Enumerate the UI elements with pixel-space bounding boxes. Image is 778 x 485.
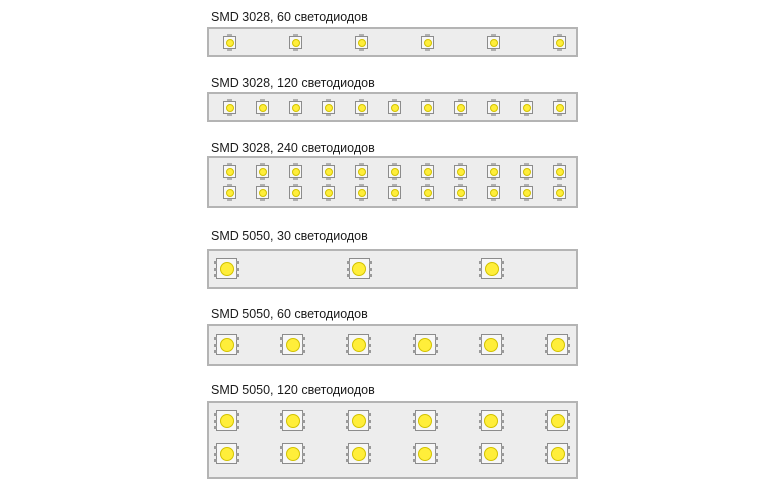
led-emitter [358,189,366,197]
led-emitter [457,168,465,176]
led-contact-pad [567,413,570,416]
strip-label-5050-60: SMD 5050, 60 светодиодов [211,307,368,321]
led-contact-pad [413,413,416,416]
led-contact-pad [302,337,305,340]
led-strip-5050-30 [207,249,578,289]
led-emitter [259,168,267,176]
led-emitter [556,39,564,47]
led-contact-pad [236,420,239,423]
led-3028-row2-7 [421,186,434,199]
led-5050-row2-5 [481,443,502,464]
led-3028-row1-7 [421,165,434,178]
led-5050-row1-3 [348,410,369,431]
led-contact-pad [567,344,570,347]
led-contact-pad [545,337,548,340]
led-contact-pad [501,350,504,353]
led-3028-row2-10 [520,186,533,199]
led-emitter [418,447,432,461]
led-contact-pad [545,350,548,353]
led-contact-pad [368,350,371,353]
led-3028-row1-3 [289,165,302,178]
led-emitter [490,168,498,176]
led-contact-pad [413,420,416,423]
led-contact-pad [413,426,416,429]
led-3028-row1-5 [355,165,368,178]
led-emitter [226,39,234,47]
led-contact-pad [214,261,217,264]
led-contact-pad [567,426,570,429]
led-emitter [325,189,333,197]
led-contact-pad [479,350,482,353]
led-3028-row2-5 [355,186,368,199]
led-emitter [226,104,234,112]
led-3028-row1-3 [289,101,302,114]
led-contact-pad [413,446,416,449]
led-5050-row1-4 [415,410,436,431]
led-emitter [424,189,432,197]
led-5050-row1-1 [216,334,237,355]
led-3028-row2-2 [256,186,269,199]
led-contact-pad [501,413,504,416]
led-contact-pad [368,420,371,423]
led-contact-pad [479,426,482,429]
strip-label-3028-240: SMD 3028, 240 светодиодов [211,141,375,155]
led-contact-pad [501,274,504,277]
led-emitter [490,104,498,112]
led-contact-pad [347,274,350,277]
led-emitter [457,104,465,112]
led-3028-row2-4 [322,186,335,199]
strip-label-3028-120: SMD 3028, 120 светодиодов [211,76,375,90]
led-contact-pad [236,274,239,277]
led-contact-pad [214,459,217,462]
led-contact-pad [435,350,438,353]
led-3028-row1-4 [421,36,434,49]
led-3028-row1-2 [289,36,302,49]
led-3028-row1-4 [322,101,335,114]
led-contact-pad [236,350,239,353]
led-contact-pad [280,350,283,353]
led-contact-pad [280,426,283,429]
led-3028-row2-8 [454,186,467,199]
led-strip-3028-240 [207,156,578,208]
led-contact-pad [567,459,570,462]
led-contact-pad [214,344,217,347]
led-3028-row1-8 [454,165,467,178]
led-3028-row1-10 [520,165,533,178]
led-3028-row1-6 [388,101,401,114]
led-contact-pad [214,426,217,429]
led-contact-pad [346,453,349,456]
led-contact-pad [545,453,548,456]
led-contact-pad [347,261,350,264]
led-5050-row1-6 [547,410,568,431]
led-contact-pad [413,337,416,340]
led-emitter [220,447,234,461]
led-contact-pad [435,413,438,416]
led-emitter [556,168,564,176]
led-5050-row1-2 [349,258,370,279]
led-3028-row1-9 [487,165,500,178]
led-contact-pad [346,350,349,353]
led-emitter [352,414,366,428]
led-contact-pad [302,420,305,423]
led-contact-pad [369,268,372,271]
led-contact-pad [501,268,504,271]
led-contact-pad [567,446,570,449]
led-contact-pad [567,350,570,353]
led-5050-row2-1 [216,443,237,464]
led-contact-pad [567,453,570,456]
led-contact-pad [501,426,504,429]
led-contact-pad [214,268,217,271]
led-3028-row2-3 [289,186,302,199]
led-contact-pad [501,344,504,347]
led-contact-pad [214,350,217,353]
led-5050-row2-3 [348,443,369,464]
led-contact-pad [346,413,349,416]
led-strip-5050-60 [207,324,578,366]
led-3028-row1-1 [223,165,236,178]
led-5050-row1-2 [282,334,303,355]
led-emitter [391,104,399,112]
led-contact-pad [545,420,548,423]
led-contact-pad [214,274,217,277]
led-contact-pad [236,344,239,347]
led-contact-pad [435,426,438,429]
led-contact-pad [435,453,438,456]
led-contact-pad [479,453,482,456]
led-3028-row1-3 [355,36,368,49]
led-contact-pad [302,413,305,416]
led-contact-pad [236,413,239,416]
led-contact-pad [236,337,239,340]
led-emitter [551,338,565,352]
led-contact-pad [346,337,349,340]
led-emitter [484,414,498,428]
led-5050-row1-5 [481,334,502,355]
led-contact-pad [479,344,482,347]
led-contact-pad [545,413,548,416]
led-contact-pad [346,459,349,462]
led-emitter [259,104,267,112]
led-contact-pad [479,413,482,416]
led-contact-pad [369,274,372,277]
led-contact-pad [479,268,482,271]
led-contact-pad [501,446,504,449]
led-contact-pad [545,459,548,462]
led-contact-pad [501,337,504,340]
led-contact-pad [280,420,283,423]
led-emitter [551,414,565,428]
led-emitter [220,414,234,428]
led-3028-row1-5 [487,36,500,49]
led-emitter [325,104,333,112]
led-emitter [424,104,432,112]
led-contact-pad [479,337,482,340]
led-contact-pad [302,459,305,462]
led-emitter [358,104,366,112]
led-contact-pad [214,446,217,449]
led-3028-row1-1 [223,101,236,114]
led-emitter [220,338,234,352]
led-emitter [457,189,465,197]
led-contact-pad [280,337,283,340]
led-contact-pad [545,344,548,347]
led-contact-pad [435,459,438,462]
led-3028-row1-7 [421,101,434,114]
led-contact-pad [435,446,438,449]
led-3028-row1-1 [223,36,236,49]
led-contact-pad [368,413,371,416]
led-contact-pad [479,274,482,277]
led-emitter [391,189,399,197]
led-contact-pad [413,344,416,347]
led-3028-row1-6 [553,36,566,49]
led-3028-row2-1 [223,186,236,199]
led-5050-row2-4 [415,443,436,464]
led-5050-row2-2 [282,443,303,464]
led-contact-pad [413,453,416,456]
led-strip-5050-120 [207,401,578,479]
led-emitter [484,338,498,352]
led-emitter [292,39,300,47]
led-emitter [490,39,498,47]
led-contact-pad [302,344,305,347]
led-emitter [424,168,432,176]
led-3028-row1-11 [553,101,566,114]
led-contact-pad [280,446,283,449]
led-5050-row1-6 [547,334,568,355]
led-contact-pad [479,420,482,423]
led-emitter [424,39,432,47]
led-emitter [551,447,565,461]
led-emitter [292,189,300,197]
led-3028-row1-11 [553,165,566,178]
led-emitter [358,168,366,176]
led-emitter [292,168,300,176]
led-3028-row1-2 [256,165,269,178]
led-contact-pad [214,413,217,416]
led-contact-pad [280,344,283,347]
led-contact-pad [413,459,416,462]
led-strip-3028-60 [207,27,578,57]
led-contact-pad [501,459,504,462]
led-contact-pad [280,459,283,462]
led-contact-pad [214,337,217,340]
led-5050-row1-2 [282,410,303,431]
led-contact-pad [368,459,371,462]
led-emitter [556,104,564,112]
led-contact-pad [501,453,504,456]
led-emitter [286,338,300,352]
led-3028-row1-4 [322,165,335,178]
led-3028-row1-2 [256,101,269,114]
led-contact-pad [302,350,305,353]
led-contact-pad [236,459,239,462]
led-emitter [352,447,366,461]
led-5050-row1-3 [348,334,369,355]
led-contact-pad [236,268,239,271]
led-strip-3028-120 [207,92,578,122]
led-emitter [523,168,531,176]
led-3028-row1-5 [355,101,368,114]
led-contact-pad [347,268,350,271]
led-emitter [484,447,498,461]
led-contact-pad [236,261,239,264]
led-emitter [325,168,333,176]
led-emitter [391,168,399,176]
led-5050-row1-5 [481,410,502,431]
led-3028-row2-6 [388,186,401,199]
led-contact-pad [413,350,416,353]
led-contact-pad [369,261,372,264]
led-contact-pad [435,344,438,347]
led-3028-row1-10 [520,101,533,114]
led-contact-pad [346,420,349,423]
led-emitter [352,262,366,276]
led-contact-pad [302,446,305,449]
led-5050-row2-6 [547,443,568,464]
led-emitter [292,104,300,112]
led-contact-pad [545,426,548,429]
strip-label-3028-60: SMD 3028, 60 светодиодов [211,10,368,24]
led-contact-pad [435,337,438,340]
led-3028-row1-8 [454,101,467,114]
led-contact-pad [368,446,371,449]
led-contact-pad [368,426,371,429]
led-emitter [490,189,498,197]
led-contact-pad [236,446,239,449]
led-5050-row1-1 [216,258,237,279]
led-3028-row1-9 [487,101,500,114]
led-emitter [523,189,531,197]
led-contact-pad [501,261,504,264]
led-contact-pad [280,453,283,456]
led-emitter [259,189,267,197]
led-contact-pad [479,446,482,449]
led-contact-pad [280,413,283,416]
led-contact-pad [368,337,371,340]
led-contact-pad [302,453,305,456]
led-emitter [286,414,300,428]
led-contact-pad [501,420,504,423]
led-contact-pad [567,420,570,423]
led-3028-row1-6 [388,165,401,178]
strip-label-5050-30: SMD 5050, 30 светодиодов [211,229,368,243]
led-contact-pad [346,344,349,347]
led-emitter [556,189,564,197]
led-contact-pad [479,459,482,462]
led-contact-pad [214,453,217,456]
led-contact-pad [479,261,482,264]
led-contact-pad [214,420,217,423]
led-5050-row1-3 [481,258,502,279]
led-emitter [485,262,499,276]
led-contact-pad [236,453,239,456]
led-emitter [220,262,234,276]
led-3028-row2-9 [487,186,500,199]
led-emitter [286,447,300,461]
led-contact-pad [435,420,438,423]
led-contact-pad [368,344,371,347]
led-contact-pad [346,446,349,449]
strip-label-5050-120: SMD 5050, 120 светодиодов [211,383,375,397]
led-emitter [226,189,234,197]
led-contact-pad [545,446,548,449]
led-3028-row2-11 [553,186,566,199]
led-emitter [418,414,432,428]
led-emitter [352,338,366,352]
led-emitter [358,39,366,47]
led-contact-pad [302,426,305,429]
led-emitter [226,168,234,176]
led-contact-pad [236,426,239,429]
led-contact-pad [567,337,570,340]
led-5050-row1-1 [216,410,237,431]
led-5050-row1-4 [415,334,436,355]
led-emitter [418,338,432,352]
led-contact-pad [368,453,371,456]
led-contact-pad [346,426,349,429]
led-emitter [523,104,531,112]
